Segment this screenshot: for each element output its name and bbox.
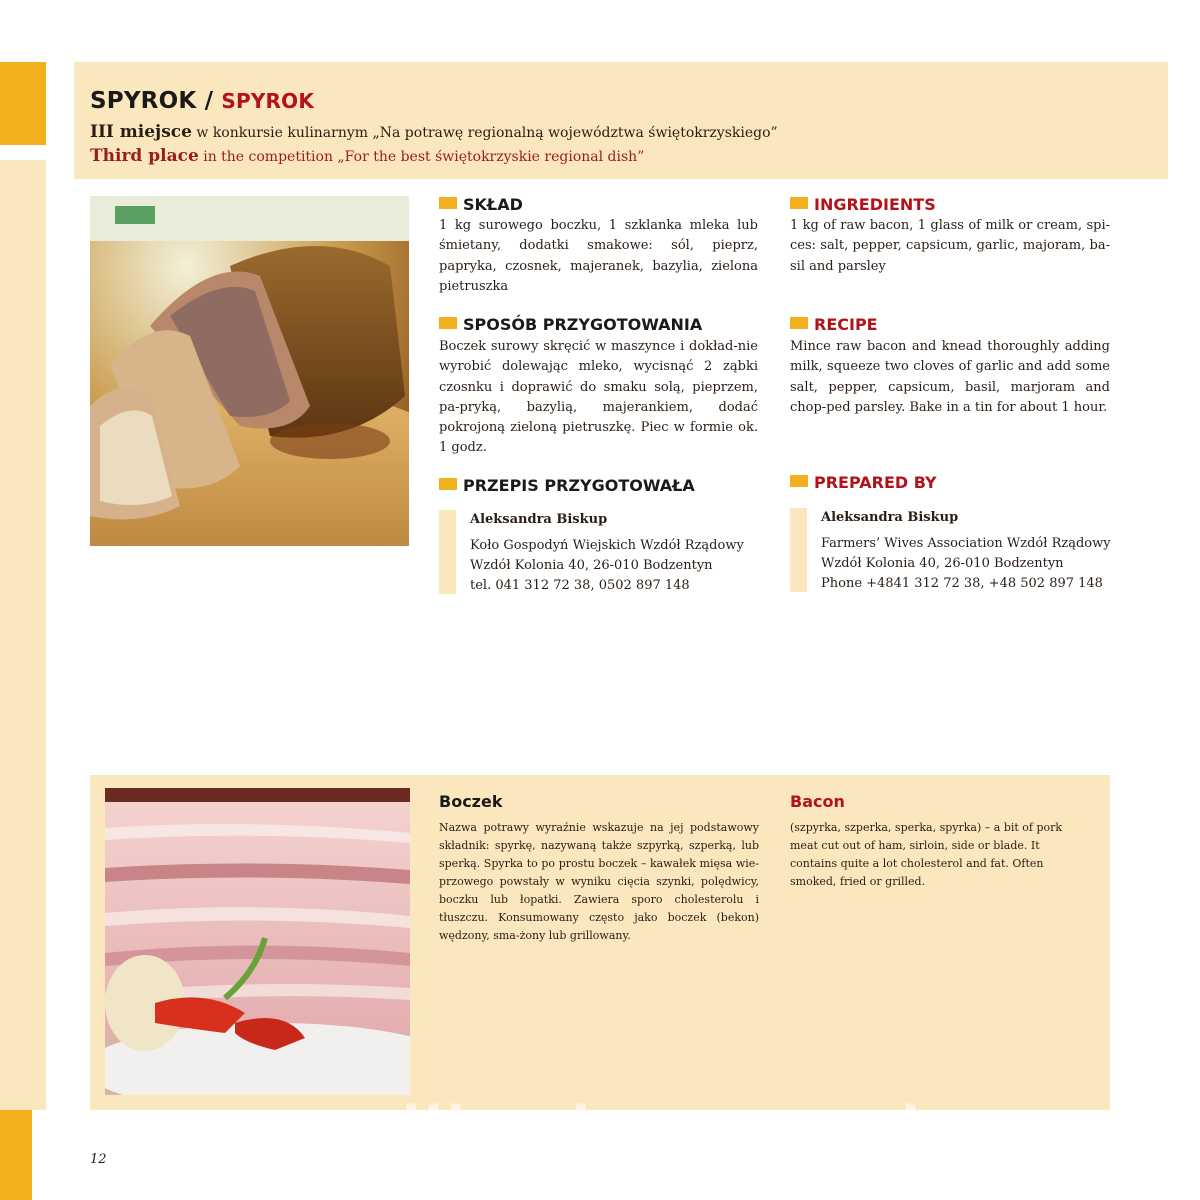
author-contact-en (790, 508, 1111, 594)
recipe-title-en (790, 315, 878, 334)
section-marker-icon (439, 478, 457, 490)
award-pl (90, 122, 778, 142)
section-marker-icon (439, 197, 457, 209)
page-edge-tab-bottom (0, 1110, 32, 1200)
title-separator: / (196, 88, 222, 114)
page-edge-strip (0, 160, 46, 1110)
ingredients-title-pl-text: SKŁAD (463, 195, 523, 214)
author-contact-pl (439, 510, 744, 596)
bacon-photo (105, 788, 410, 1095)
section-marker-icon (790, 197, 808, 209)
recipe-title-en-text: RECIPE (814, 315, 878, 334)
ingredients-text-en: 1 kg of raw bacon, 1 glass of milk or cream, spi-ces: salt, pepper, capsicum, garlic, majoram, ba-sil and parsley (790, 218, 1110, 274)
prepared-title-en-text: PREPARED BY (814, 473, 937, 492)
ingredients-title-en-text: INGREDIENTS (814, 195, 936, 214)
section-marker-icon (439, 317, 457, 329)
recipe-title (90, 88, 314, 114)
meatloaf-photo (90, 196, 409, 546)
recipe-title-pl: SPYROK (90, 88, 197, 114)
recipe-text-en: Mince raw bacon and knead thoroughly adding milk, squeeze two cloves of garlic and add some salt, pepper, capsicum, basil, marjoram and chop-ped parsley. Bake in a tin for about 1 hour. (790, 339, 1110, 415)
award-en-place: Third place (90, 146, 199, 166)
ingredients-title-pl (439, 195, 523, 214)
author-name-pl: Aleksandra Biskup (470, 512, 608, 527)
page-number: 12 (90, 1152, 107, 1167)
section-marker-icon (790, 475, 808, 487)
award-pl-place: III miejsce (90, 122, 192, 142)
award-en (90, 146, 644, 166)
contact-bar (439, 510, 456, 594)
contact-bar (790, 508, 807, 592)
recipe-title-en: SPYROK (221, 89, 315, 113)
award-pl-description: w konkursie kulinarnym „Na potrawę regionalną województwa świętokrzyskiego” (191, 125, 778, 141)
watermark: wedlinydomowe.pl (285, 1095, 924, 1160)
info-text-pl: Nazwa potrawy wyraźnie wskazuje na jej podstawowy składnik: spyrkę, nazywaną także szpyrką, szperką, lub sperką. Spyrka to po prostu boczek – kawałek mięsa wie-przowego powstały w wyniku cięcia szynki, polędwicy, boczku lub łopatki. Zawiera sporo cholesterolu i tłuszczu. Konsumowany często jako boczek (bekon) wędzony, sma-żony lub grillowany. (439, 821, 759, 942)
author-phone-en: Phone +4841 312 72 38, +48 502 897 148 (821, 576, 1103, 591)
recipe-title-pl (439, 315, 702, 334)
author-phone-pl: tel. 041 312 72 38, 0502 897 148 (470, 578, 690, 593)
info-title-en: Bacon (790, 792, 845, 811)
info-title-pl: Boczek (439, 792, 503, 811)
author-organization-en: Farmers’ Wives Association Wzdół Rządowy (821, 536, 1111, 551)
ingredients-text-pl: 1 kg surowego boczku, 1 szklanka mleka lub śmietany, dodatki smakowe: sól, pieprz, papryka, czosnek, majeranek, bazylia, zielona pietruszka (439, 218, 758, 294)
author-name-en: Aleksandra Biskup (821, 510, 959, 525)
author-organization-pl: Koło Gospodyń Wiejskich Wzdół Rządowy (470, 538, 744, 553)
page-edge-tab-top (0, 62, 46, 145)
prepared-title-pl (439, 476, 695, 495)
ingredients-title-en (790, 195, 936, 214)
prepared-title-pl-text: PRZEPIS PRZYGOTOWAŁA (463, 476, 695, 495)
recipe-header (74, 62, 1168, 179)
author-address-en: Wzdół Kolonia 40, 26-010 Bodzentyn (821, 556, 1064, 571)
author-address-pl: Wzdół Kolonia 40, 26-010 Bodzentyn (470, 558, 713, 573)
section-marker-icon (790, 317, 808, 329)
prepared-title-en (790, 473, 937, 492)
recipe-title-pl-text: SPOSÓB PRZYGOTOWANIA (463, 315, 703, 334)
award-en-description: in the competition „For the best świętokrzyskie regional dish” (198, 149, 645, 165)
info-text-en: (szpyrka, szperka, sperka, spyrka) – a bit of pork meat cut out of ham, sirloin, side or blade. It contains quite a lot cholesterol and fat. Often smoked, fried or grilled. (790, 821, 1063, 888)
recipe-text-pl: Boczek surowy skręcić w maszynce i dokład-nie wyrobić dolewając mleko, wycisnąć 2 ząbki czosnku i doprawić do smaku solą, pieprzem, pa-pryką, bazylią, majerankiem, dodać pokrojoną zieloną pietruszkę. Piec w formie ok. 1 godz. (439, 339, 758, 456)
